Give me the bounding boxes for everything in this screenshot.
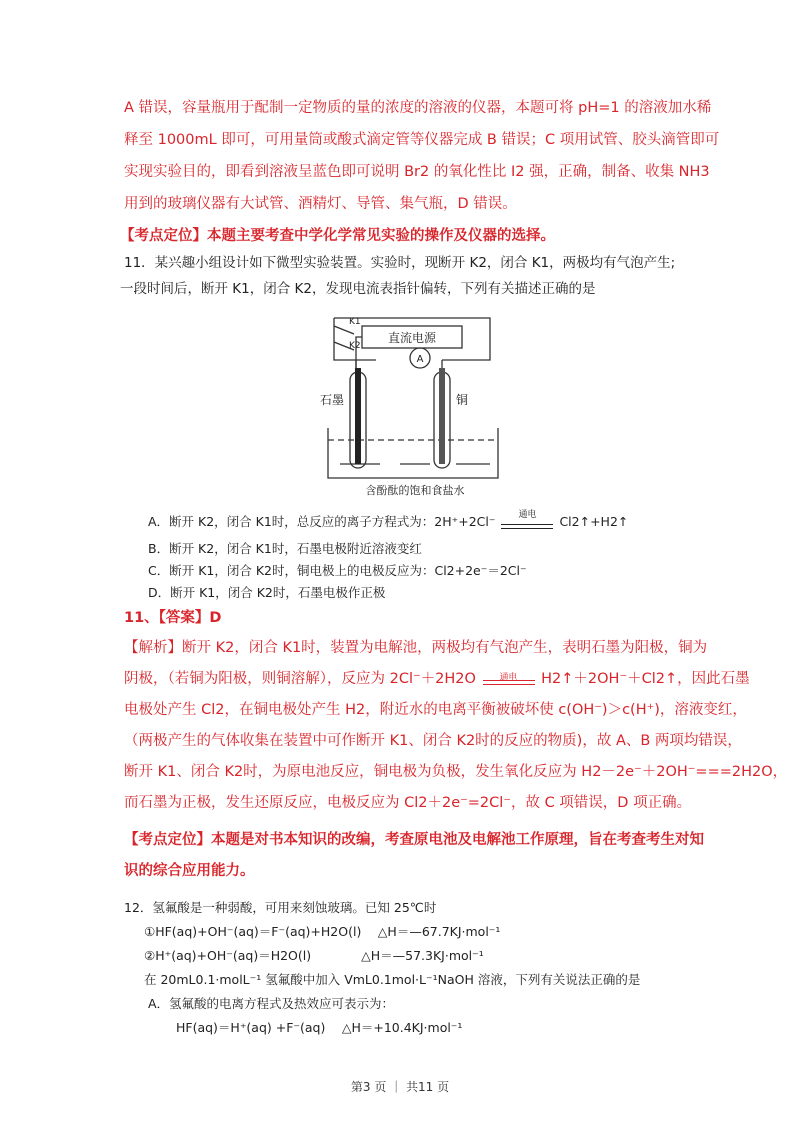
analysis-line: A 错误，容量瓶用于配制一定物质的量的浓度的溶液的仪器，本题可将 pH=1 的溶液加水稀	[124, 100, 712, 116]
analysis-line: 用到的玻璃仪器有大试管、酒精灯、导管、集气瓶，D 错误。	[124, 196, 517, 212]
arrow-condition-label: 通电	[518, 509, 537, 520]
q11-option-d: D．断开 K1，闭合 K2时，石墨电极作正极	[148, 585, 386, 600]
equals-arrow-icon	[501, 524, 553, 529]
switch-k1-label: K1	[349, 317, 361, 327]
page-footer: 第3 页 ｜ 共11 页	[350, 1080, 450, 1094]
analysis-line: （两极产生的气体收集在装置中可作断开 K1、闭合 K2时的反应的物质)，故 A、B 两项均错误，	[124, 733, 742, 749]
power-supply-label: 直流电源	[387, 331, 437, 345]
kaodian-line: 【考点定位】本题主要考查中学化学常见实验的操作及仪器的选择。	[120, 228, 555, 244]
kaodian-line: 识的综合应用能力。	[124, 863, 255, 879]
q11-stem-line: 一段时间后，断开 K1，闭合 K2，发现电流表指针偏转，下列有关描述正确的是	[120, 281, 596, 297]
analysis-line: 实现实验目的，即看到溶液呈蓝色即可说明 Br2 的氧化性比 I2 强，正确，制备、收集 NH3	[124, 164, 710, 180]
analysis-line	[124, 664, 787, 695]
q11-stem-line: 11．某兴趣小组设计如下微型实验装置。实验时，现断开 K2，闭合 K1，两极均有气泡产生;	[124, 255, 676, 271]
q12-equation-1: ①HF(aq)+OH⁻(aq)＝F⁻(aq)+H2O(l) △H＝—67.7KJ·mol⁻¹	[144, 924, 501, 939]
arrow-condition-label: 通电	[499, 673, 518, 683]
q12-option-a-equation: HF(aq)＝H⁺(aq) +F⁻(aq) △H＝+10.4KJ·mol⁻¹	[176, 1020, 463, 1035]
analysis-line: 断开 K1、闭合 K2时，为原电池反应，铜电极为负极，发生氧化反应为 H2－2e⁻＋2OH⁻===2H2O，	[124, 764, 788, 780]
q11-option-b: B．断开 K2，闭合 K1时，石墨电极附近溶液变红	[148, 541, 422, 556]
kaodian-line: 【考点定位】本题是对书本知识的改编，考查原电池及电解池工作原理，旨在考查考生对知	[124, 832, 704, 848]
switch-k2-label: K2	[349, 341, 361, 351]
graphite-label: 石墨	[320, 393, 345, 407]
analysis-line-part: H2↑＋2OH⁻＋Cl2↑，因此石墨	[541, 671, 750, 687]
q11-option-a-text: A．断开 K2，闭合 K1时，总反应的离子方程式为：2H⁺+2Cl⁻	[148, 514, 496, 529]
ammeter-label: A	[416, 354, 424, 365]
q11-answer: 11、【答案】D	[124, 610, 222, 626]
figure-caption: 含酚酞的饱和食盐水	[365, 484, 465, 497]
equals-arrow-icon	[483, 680, 535, 685]
q10-analysis	[120, 92, 720, 252]
q11-stem	[120, 250, 676, 302]
q12-condition: 在 20mL0.1·molL⁻¹ 氢氟酸中加入 VmL0.1mol·L⁻¹NaOH 溶液，下列有关说法正确的是	[144, 972, 641, 987]
analysis-line: 【解析】断开 K2，闭合 K1时，装置为电解池，两极均有气泡产生，表明石墨为阳极，铜为	[124, 640, 708, 656]
analysis-line: 而石墨为正极，发生还原反应，电极反应为 Cl2＋2e⁻=2Cl⁻，故 C 项错误，D 项正确。	[124, 795, 692, 811]
q12-option-a: A．氢氟酸的电离方程式及热效应可表示为：	[148, 996, 395, 1011]
analysis-line: 电极处产生 Cl2，在铜电极处产生 H2，附近水的电离平衡被破坏使 c(OH⁻)＞c(H⁺)，溶液变红，	[124, 702, 747, 718]
q12-equation-2: ②H⁺(aq)+OH⁻(aq)＝H2O(l) △H＝—57.3KJ·mol⁻¹	[144, 948, 484, 963]
q11-option-a	[148, 509, 629, 532]
q11-option-a-products: Cl2↑+H2↑	[559, 514, 629, 529]
copper-label: 铜	[456, 393, 469, 407]
q12-stem: 12．氢氟酸是一种弱酸，可用来刻蚀玻璃。已知 25℃时	[124, 900, 437, 915]
analysis-line-part: 阴极，（若铜为阳极，则铜溶解），反应为 2Cl⁻＋2H2O	[124, 671, 476, 687]
q11-analysis	[124, 633, 787, 887]
q12-block	[124, 896, 640, 1040]
electrolysis-apparatus-figure	[320, 312, 510, 498]
electrolysis-arrow	[481, 670, 537, 688]
electrolysis-arrow	[499, 509, 555, 532]
analysis-line: 释至 1000mL 即可，可用量筒或酸式滴定管等仪器完成 B 错误；C 项用试管、胶头滴管即可	[124, 132, 720, 148]
q11-option-c: C．断开 K1，闭合 K2时，铜电极上的电极反应为：Cl2+2e⁻＝2Cl⁻	[148, 563, 527, 578]
